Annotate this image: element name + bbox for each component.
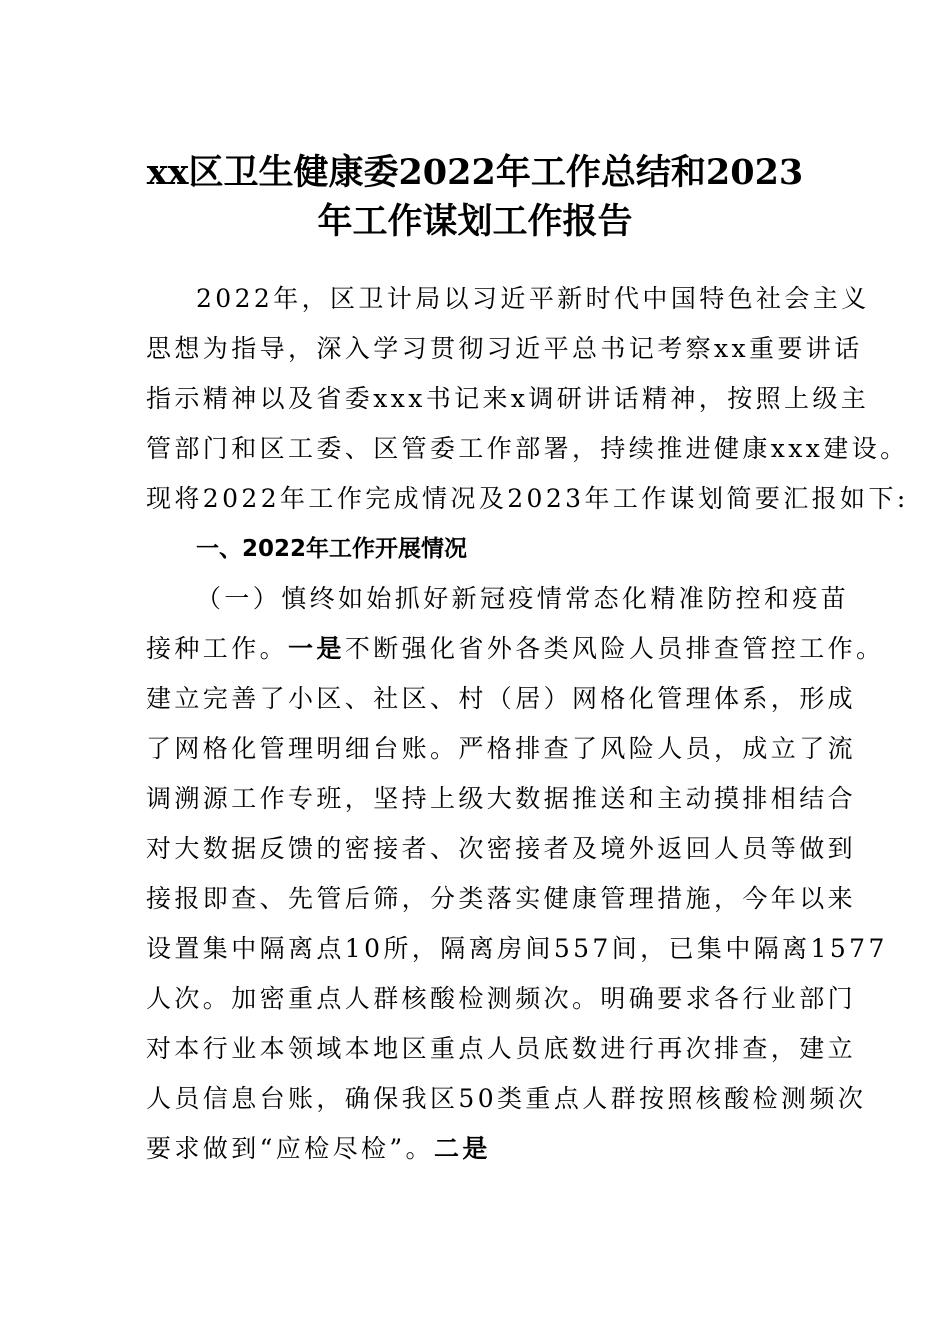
intro-line-2: 思想为指导，深入学习贯彻习近平总书记考察xx重要讲话 <box>146 334 863 363</box>
intro-line-4: 管部门和区工委、区管委工作部署，持续推进健康xxx建设。 <box>146 434 909 463</box>
subsection-line-2-text-a: 接种工作。 <box>146 634 289 663</box>
body-line-9: 人员信息台账，确保我区50类重点人群按照核酸检测频次 <box>146 1084 867 1113</box>
body-line-8: 对本行业本领域本地区重点人员底数进行再次排查，建立 <box>146 1034 857 1063</box>
body-line-3: 调溯源工作专班，坚持上级大数据推送和主动摸排相结合 <box>146 784 857 813</box>
bold-marker-first: 一是 <box>288 634 345 663</box>
document-title-line-2: 年工作谋划工作报告 <box>317 201 633 242</box>
body-line-4: 对大数据反馈的密接者、次密接者及境外返回人员等做到 <box>146 834 857 863</box>
body-line-1: 建立完善了小区、社区、村（居）网格化管理体系，形成 <box>146 684 857 713</box>
body-line-5: 接报即查、先管后筛，分类落实健康管理措施，今年以来 <box>146 884 857 913</box>
intro-line-3: 指示精神以及省委xxx书记来x调研讲话精神，按照上级主 <box>146 384 870 413</box>
intro-line-1: 2022年，区卫计局以习近平新时代中国特色社会主义 <box>196 284 870 313</box>
body-line-last <box>146 1134 491 1164</box>
body-line-last-text: 要求做到“应检尽检”。 <box>146 1134 434 1163</box>
subsection-line-2 <box>146 634 884 664</box>
body-line-2: 了网格化管理明细台账。严格排查了风险人员，成立了流 <box>146 734 857 763</box>
body-line-7: 人次。加密重点人群核酸检测频次。明确要求各行业部门 <box>146 984 857 1013</box>
subsection-line-2-text-b: 不断强化省外各类风险人员排查管控工作。 <box>344 634 885 663</box>
bold-marker-second: 二是 <box>433 1134 491 1163</box>
section-heading-1: 一、2022年工作开展情况 <box>196 536 468 562</box>
document-title-line-1: xx区卫生健康委2022年工作总结和2023 <box>146 152 804 193</box>
body-line-6: 设置集中隔离点10所，隔离房间557间，已集中隔离1577 <box>146 934 888 963</box>
intro-line-5: 现将2022年工作完成情况及2023年工作谋划简要汇报如下: <box>146 484 909 513</box>
subsection-line-1: （一）慎终如始抓好新冠疫情常态化精准防控和疫苗 <box>196 584 850 613</box>
